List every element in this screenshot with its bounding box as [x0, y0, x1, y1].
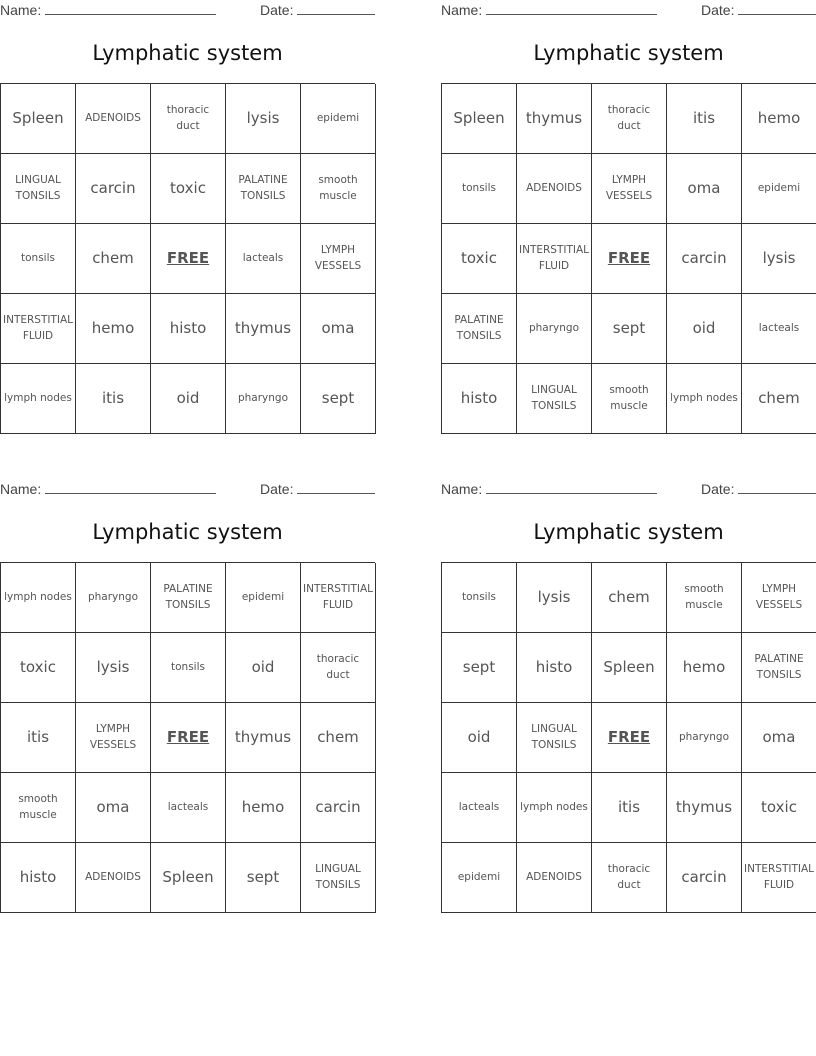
- bingo-cell[interactable]: [442, 364, 517, 434]
- card-header: [0, 0, 375, 22]
- bingo-cell-term: PALATINE TONSILS: [163, 583, 213, 611]
- bingo-cell[interactable]: [226, 563, 301, 633]
- bingo-cell-term: chem: [608, 587, 650, 606]
- name-label: Name:: [0, 2, 42, 18]
- bingo-cell-term: carcin: [315, 797, 361, 816]
- bingo-cell[interactable]: [442, 294, 517, 364]
- bingo-cell-term: toxic: [461, 248, 497, 267]
- bingo-cell[interactable]: [592, 84, 667, 154]
- bingo-cell[interactable]: [301, 563, 376, 633]
- bingo-cell-term: smooth muscle: [318, 174, 358, 202]
- bingo-cell[interactable]: [667, 633, 742, 703]
- bingo-cell-term: lacteals: [758, 321, 800, 334]
- bingo-cell-term: pharyngo: [528, 321, 580, 334]
- bingo-cell-term: tonsils: [171, 660, 205, 673]
- bingo-cell[interactable]: [517, 633, 592, 703]
- card-header: [441, 0, 816, 22]
- bingo-cell-term: ADENOIDS: [526, 181, 582, 194]
- bingo-cell[interactable]: [76, 703, 151, 773]
- bingo-cell-term: smooth muscle: [18, 793, 58, 821]
- bingo-cell[interactable]: [301, 294, 376, 364]
- bingo-cell-term: lacteals: [167, 800, 209, 813]
- bingo-cell-term: carcin: [681, 867, 727, 886]
- bingo-cell[interactable]: [667, 224, 742, 294]
- date-field: [260, 481, 375, 497]
- bingo-cell[interactable]: [151, 633, 226, 703]
- bingo-cell-term: thoracic duct: [316, 653, 360, 681]
- card-title: Lymphatic system: [533, 41, 724, 65]
- bingo-cell-term: INTERSTITIAL FLUID: [519, 244, 590, 272]
- bingo-cell[interactable]: [226, 633, 301, 703]
- bingo-cell[interactable]: [1, 773, 76, 843]
- bingo-cell-term: sept: [462, 657, 496, 676]
- bingo-cell[interactable]: [592, 364, 667, 434]
- bingo-cell[interactable]: [226, 843, 301, 913]
- bingo-cell[interactable]: [667, 294, 742, 364]
- bingo-cell[interactable]: [1, 563, 76, 633]
- bingo-card-4: [441, 479, 816, 911]
- bingo-cell-term: carcin: [90, 178, 136, 197]
- bingo-cell[interactable]: [742, 84, 816, 154]
- bingo-cell-term: oma: [321, 318, 355, 337]
- name-blank-line[interactable]: [486, 2, 657, 15]
- bingo-cell[interactable]: [151, 843, 226, 913]
- name-field: [0, 2, 216, 18]
- bingo-cell-term: itis: [617, 797, 641, 816]
- bingo-cell-term: epidemi: [316, 111, 360, 124]
- bingo-cell-term: thymus: [234, 727, 292, 746]
- date-field: [701, 481, 816, 497]
- bingo-cell[interactable]: [667, 843, 742, 913]
- bingo-cell[interactable]: [592, 633, 667, 703]
- bingo-cell[interactable]: [301, 843, 376, 913]
- bingo-cell[interactable]: [667, 154, 742, 224]
- bingo-cell-term: toxic: [761, 797, 797, 816]
- bingo-cell[interactable]: [517, 773, 592, 843]
- bingo-cell-term: LYMPH VESSELS: [89, 723, 137, 751]
- bingo-cell-term: thoracic duct: [607, 104, 651, 132]
- bingo-cell[interactable]: [1, 84, 76, 154]
- card-title: Lymphatic system: [533, 520, 724, 544]
- bingo-cell[interactable]: [76, 843, 151, 913]
- bingo-cell[interactable]: [667, 84, 742, 154]
- bingo-cell-term: PALATINE TONSILS: [454, 314, 504, 342]
- bingo-cell[interactable]: [301, 84, 376, 154]
- bingo-cell-term: itis: [26, 727, 50, 746]
- bingo-cell[interactable]: [667, 703, 742, 773]
- card-header: [441, 479, 816, 501]
- bingo-cell[interactable]: [76, 364, 151, 434]
- bingo-cell-term: smooth muscle: [609, 384, 649, 412]
- bingo-cell[interactable]: [301, 154, 376, 224]
- card-title: Lymphatic system: [92, 41, 283, 65]
- bingo-grid: [0, 562, 375, 913]
- bingo-cell[interactable]: [226, 773, 301, 843]
- free-space-cell[interactable]: [592, 224, 667, 294]
- bingo-cell[interactable]: [151, 563, 226, 633]
- bingo-card-3: [0, 479, 375, 911]
- bingo-cell[interactable]: [742, 633, 816, 703]
- date-blank-line[interactable]: [297, 481, 375, 494]
- date-blank-line[interactable]: [297, 2, 375, 15]
- bingo-cell[interactable]: [76, 84, 151, 154]
- bingo-cell[interactable]: [517, 84, 592, 154]
- bingo-cell[interactable]: [226, 224, 301, 294]
- bingo-cell-term: lymph nodes: [520, 800, 588, 813]
- bingo-cell[interactable]: [151, 154, 226, 224]
- bingo-cell-term: hemo: [682, 657, 726, 676]
- name-label: Name:: [0, 481, 42, 497]
- bingo-cell[interactable]: [76, 154, 151, 224]
- date-label: Date:: [260, 481, 294, 497]
- bingo-cell-term: lysis: [762, 248, 796, 267]
- bingo-cell-term: thymus: [525, 108, 583, 127]
- bingo-cell[interactable]: [592, 773, 667, 843]
- bingo-cell-term: toxic: [170, 178, 206, 197]
- name-blank-line[interactable]: [45, 481, 216, 494]
- bingo-cell-term: lacteals: [242, 251, 284, 264]
- bingo-cell-term: chem: [92, 248, 134, 267]
- bingo-cell[interactable]: [76, 294, 151, 364]
- bingo-cell-term: sept: [612, 318, 646, 337]
- bingo-cell-term: lymph nodes: [4, 391, 72, 404]
- bingo-cell-term: Spleen: [453, 108, 505, 127]
- bingo-cell[interactable]: [1, 364, 76, 434]
- bingo-cell[interactable]: [517, 703, 592, 773]
- bingo-cell[interactable]: [442, 703, 517, 773]
- bingo-cell-term: itis: [101, 388, 125, 407]
- bingo-cell[interactable]: [592, 294, 667, 364]
- name-blank-line[interactable]: [45, 2, 216, 15]
- date-label: Date:: [701, 2, 735, 18]
- free-space-label: FREE: [607, 248, 651, 267]
- free-space-label: FREE: [607, 727, 651, 746]
- bingo-cell[interactable]: [442, 773, 517, 843]
- bingo-cell[interactable]: [517, 294, 592, 364]
- bingo-cell[interactable]: [76, 773, 151, 843]
- bingo-cell[interactable]: [442, 633, 517, 703]
- bingo-cell-term: lymph nodes: [670, 391, 738, 404]
- bingo-cell-term: histo: [535, 657, 573, 676]
- bingo-cell-term: lacteals: [458, 800, 500, 813]
- bingo-cell[interactable]: [742, 294, 816, 364]
- bingo-cell-term: hemo: [91, 318, 135, 337]
- bingo-cell[interactable]: [301, 703, 376, 773]
- bingo-cell-term: lysis: [96, 657, 130, 676]
- bingo-card-2: [441, 0, 816, 432]
- bingo-cell-term: ADENOIDS: [85, 111, 141, 124]
- date-blank-line[interactable]: [738, 2, 816, 15]
- bingo-grid: [441, 83, 816, 434]
- bingo-cell-term: oid: [692, 318, 716, 337]
- bingo-cell[interactable]: [517, 364, 592, 434]
- bingo-cell-term: sept: [321, 388, 355, 407]
- bingo-cell[interactable]: [1, 703, 76, 773]
- bingo-cell[interactable]: [301, 224, 376, 294]
- date-label: Date:: [701, 481, 735, 497]
- bingo-cell[interactable]: [226, 84, 301, 154]
- bingo-cell-term: PALATINE TONSILS: [238, 174, 288, 202]
- bingo-cell-term: epidemi: [757, 181, 801, 194]
- bingo-cell-term: epidemi: [241, 590, 285, 603]
- bingo-cell-term: tonsils: [21, 251, 55, 264]
- bingo-cell-term: histo: [460, 388, 498, 407]
- bingo-cell[interactable]: [742, 563, 816, 633]
- bingo-cell-term: oid: [176, 388, 200, 407]
- bingo-cell-term: chem: [317, 727, 359, 746]
- bingo-cell[interactable]: [151, 84, 226, 154]
- bingo-cell-term: histo: [169, 318, 207, 337]
- bingo-cell-term: lymph nodes: [4, 590, 72, 603]
- bingo-cell[interactable]: [301, 633, 376, 703]
- bingo-cell[interactable]: [742, 703, 816, 773]
- bingo-cell[interactable]: [301, 773, 376, 843]
- bingo-cell[interactable]: [442, 224, 517, 294]
- bingo-cell-term: oid: [467, 727, 491, 746]
- free-space-cell[interactable]: [151, 703, 226, 773]
- free-space-label: FREE: [166, 248, 210, 267]
- bingo-cell-term: oma: [687, 178, 721, 197]
- bingo-cell[interactable]: [442, 84, 517, 154]
- bingo-cell-term: tonsils: [462, 181, 496, 194]
- bingo-cell[interactable]: [76, 633, 151, 703]
- bingo-cell-term: chem: [758, 388, 800, 407]
- bingo-cell[interactable]: [226, 364, 301, 434]
- bingo-cell-term: ADENOIDS: [85, 870, 141, 883]
- bingo-cell-term: oid: [251, 657, 275, 676]
- bingo-cell-term: INTERSTITIAL FLUID: [3, 314, 74, 342]
- bingo-cell[interactable]: [226, 154, 301, 224]
- bingo-cell[interactable]: [517, 563, 592, 633]
- bingo-cell-term: epidemi: [457, 870, 501, 883]
- bingo-cell[interactable]: [742, 224, 816, 294]
- bingo-cell-term: thymus: [675, 797, 733, 816]
- bingo-cell[interactable]: [742, 364, 816, 434]
- name-field: [441, 481, 657, 497]
- bingo-cell[interactable]: [442, 843, 517, 913]
- bingo-cell-term: LYMPH VESSELS: [314, 244, 362, 272]
- bingo-cell[interactable]: [1, 154, 76, 224]
- bingo-cell-term: Spleen: [603, 657, 655, 676]
- card-title: Lymphatic system: [92, 520, 283, 544]
- bingo-cell[interactable]: [1, 633, 76, 703]
- bingo-cell[interactable]: [667, 364, 742, 434]
- bingo-cell[interactable]: [742, 154, 816, 224]
- bingo-cell[interactable]: [1, 843, 76, 913]
- bingo-cell-term: carcin: [681, 248, 727, 267]
- bingo-cell-term: oma: [96, 797, 130, 816]
- bingo-cell-term: Spleen: [12, 108, 64, 127]
- bingo-cell[interactable]: [592, 563, 667, 633]
- free-space-cell[interactable]: [592, 703, 667, 773]
- bingo-cell-term: itis: [692, 108, 716, 127]
- bingo-cell[interactable]: [742, 843, 816, 913]
- date-field: [701, 2, 816, 18]
- card-header: [0, 479, 375, 501]
- bingo-cell-term: lysis: [537, 587, 571, 606]
- bingo-cell-term: LINGUAL TONSILS: [15, 174, 61, 202]
- bingo-cell[interactable]: [301, 364, 376, 434]
- bingo-cell-term: LYMPH VESSELS: [755, 583, 803, 611]
- bingo-cell-term: tonsils: [462, 590, 496, 603]
- bingo-cell-term: pharyngo: [237, 391, 289, 404]
- date-field: [260, 2, 375, 18]
- bingo-cell[interactable]: [442, 563, 517, 633]
- bingo-grid: [441, 562, 816, 913]
- bingo-cell-term: sept: [246, 867, 280, 886]
- name-label: Name:: [441, 481, 483, 497]
- bingo-cell-term: smooth muscle: [684, 583, 724, 611]
- free-space-label: FREE: [166, 727, 210, 746]
- name-field: [0, 481, 216, 497]
- bingo-cell-term: lysis: [246, 108, 280, 127]
- name-field: [441, 2, 657, 18]
- bingo-cell[interactable]: [742, 773, 816, 843]
- bingo-grid: [0, 83, 375, 434]
- bingo-cell-term: LINGUAL TONSILS: [531, 723, 577, 751]
- bingo-card-1: [0, 0, 375, 432]
- bingo-cell-term: LINGUAL TONSILS: [531, 384, 577, 412]
- date-blank-line[interactable]: [738, 481, 816, 494]
- bingo-cell-term: histo: [19, 867, 57, 886]
- bingo-cell-term: hemo: [241, 797, 285, 816]
- bingo-cell[interactable]: [151, 294, 226, 364]
- bingo-cell[interactable]: [667, 563, 742, 633]
- bingo-cell-term: pharyngo: [678, 730, 730, 743]
- bingo-cell-term: ADENOIDS: [526, 870, 582, 883]
- bingo-cell-term: LINGUAL TONSILS: [315, 863, 361, 891]
- bingo-cell[interactable]: [151, 364, 226, 434]
- bingo-cell-term: thoracic duct: [607, 863, 651, 891]
- date-label: Date:: [260, 2, 294, 18]
- bingo-cell-term: oma: [762, 727, 796, 746]
- bingo-cell[interactable]: [592, 843, 667, 913]
- bingo-cell-term: INTERSTITIAL FLUID: [303, 583, 374, 611]
- bingo-cell-term: Spleen: [162, 867, 214, 886]
- bingo-cell[interactable]: [226, 294, 301, 364]
- bingo-cell[interactable]: [592, 154, 667, 224]
- bingo-cell[interactable]: [151, 773, 226, 843]
- bingo-cell-term: thymus: [234, 318, 292, 337]
- bingo-cell-term: hemo: [757, 108, 801, 127]
- bingo-cell-term: LYMPH VESSELS: [605, 174, 653, 202]
- bingo-cell-term: INTERSTITIAL FLUID: [744, 863, 815, 891]
- bingo-cell[interactable]: [1, 294, 76, 364]
- bingo-cell[interactable]: [517, 154, 592, 224]
- name-blank-line[interactable]: [486, 481, 657, 494]
- bingo-cell[interactable]: [76, 224, 151, 294]
- name-label: Name:: [441, 2, 483, 18]
- bingo-cell[interactable]: [1, 224, 76, 294]
- free-space-cell[interactable]: [151, 224, 226, 294]
- bingo-cell[interactable]: [76, 563, 151, 633]
- bingo-cell-term: pharyngo: [87, 590, 139, 603]
- bingo-cell[interactable]: [517, 224, 592, 294]
- bingo-cell-term: toxic: [20, 657, 56, 676]
- bingo-cell[interactable]: [667, 773, 742, 843]
- bingo-cell[interactable]: [226, 703, 301, 773]
- bingo-cell[interactable]: [442, 154, 517, 224]
- bingo-cell[interactable]: [517, 843, 592, 913]
- bingo-cell-term: thoracic duct: [166, 104, 210, 132]
- bingo-cell-term: PALATINE TONSILS: [754, 653, 804, 681]
